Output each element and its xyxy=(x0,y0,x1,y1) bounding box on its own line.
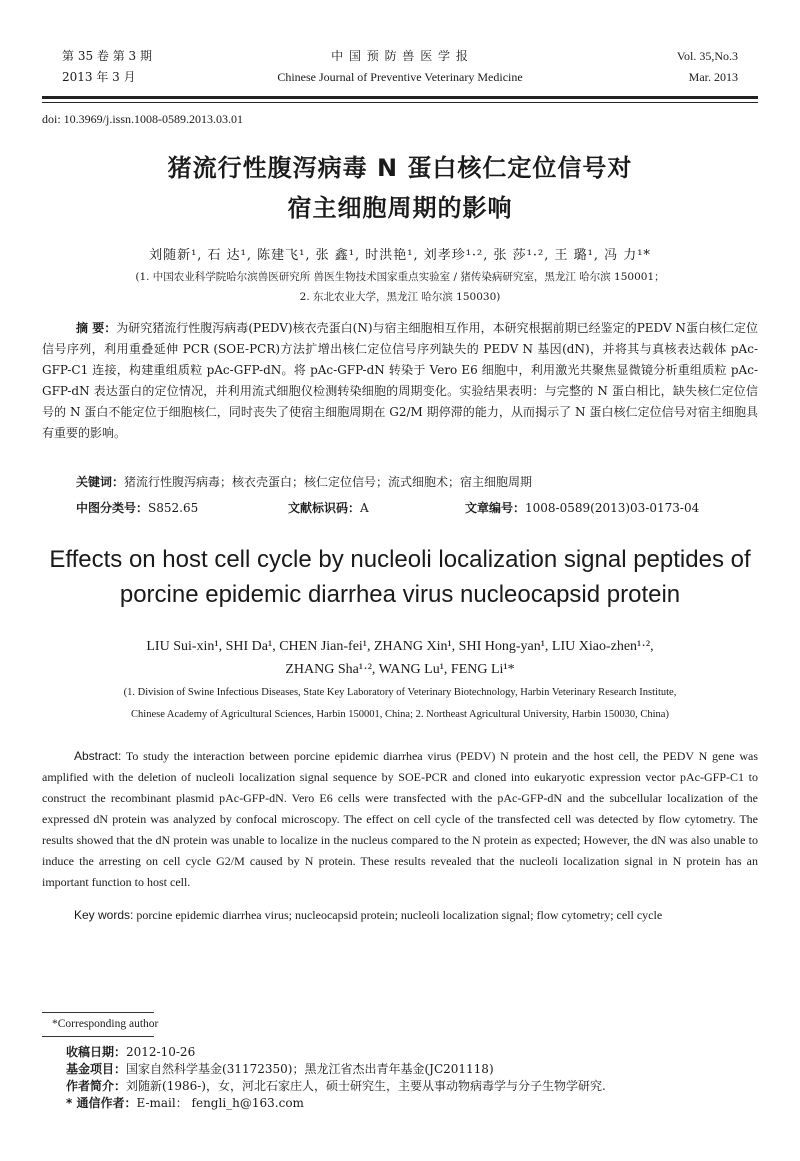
abstract-cn-label: 摘 要： xyxy=(76,321,117,335)
abstract-cn-text: 为研究猪流行性腹泻病毒(PEDV)核衣壳蛋白(N)与宿主细胞相互作用，本研究根据前期已经鉴定的PEDV N蛋白核仁定位信号序列，利用重叠延伸 PCR (SOE-PCR)方法扩增出核仁定位信号序列缺失的 PEDV N 基因(dN)，并将其与真核表达载体 pAc-GFP-C1 连接，构建重组质粒 pAc-GFP-dN。将 pAc-GFP-dN 转染于 Vero E6 细胞中，利用激光共聚焦显微镜分析重组质粒 pAc-GFP-dN 表达蛋白的定位情况，并利用流式细胞仪检测转染细胞的周期变化。实验结果表明：与完整的 N 蛋白相比，缺失核仁定位信号的 N 蛋白不能定位于细胞核仁，同时丧失了使宿主细胞周期在 G2/M 期停滞的能力，从而揭示了 N 蛋白核仁定位信号对宿主细胞具有重要的影响。 xyxy=(42,321,758,440)
abstract-en-text: To study the interaction between porcine epidemic diarrhea virus (PEDV) N protein and the host cell, the PEDV N gene was amplified with the deletion of nucleoli localization signal sequence by SOE-PCR and cloned into eukaryotic expression vector pAc-GFP-C1 to construct the recombinant plasmid pAc-GFP-dN. Vero E6 cells were transfected with the pAc-GFP-dN and the subcellular localization of the expressed dN protein was analyzed by confocal microscopy. The effect on cell cycle of the transfected cell was detected by flow cytometry. The results showed that the dN protein was unable to localize in the nucleus compared to the N protein as expected; However, the dN was also unable to induce the arresting on cell cycle G2/M caused by N protein. These results revealed that the nucleoli localization signal in N protein has an important function to host cell. xyxy=(42,749,758,889)
authors-en-line1: LIU Sui-xin¹, SHI Da¹, CHEN Jian-fei¹, ZHANG Xin¹, SHI Hong-yan¹, LIU Xiao-zhen¹·², xyxy=(146,639,654,654)
contact-value: E-mail： fengli_h@163.com xyxy=(136,1096,304,1110)
article-number-label: 文章编号： xyxy=(465,501,526,515)
article-number-value: 1008-0589(2013)03-0173-04 xyxy=(525,501,700,515)
clc xyxy=(76,499,198,516)
affiliation-en-1: (1. Division of Swine Infectious Diseases, State Key Laboratory of Veterinary Biotechnology, Harbin Veterinary Research Institute, xyxy=(123,687,677,698)
title-cn-line2: 宿主细胞周期的影响 xyxy=(287,194,513,222)
authors-en-line2: ZHANG Sha¹·², WANG Lu¹, FENG Li¹* xyxy=(285,662,515,677)
journal-title-en: Chinese Journal of Preventive Veterinary Medicine xyxy=(277,70,523,84)
fund xyxy=(66,1061,494,1078)
doi: doi: 10.3969/j.issn.1008-0589.2013.03.01 xyxy=(42,112,244,126)
authors-cn: 刘随新¹, 石 达¹, 陈建飞¹, 张 鑫¹, 时洪艳¹, 刘孝珍¹·², 张 莎¹·², 王 璐¹, 冯 力¹* xyxy=(149,248,651,263)
received-value: 2012-10-26 xyxy=(126,1045,196,1059)
header-rule-thin xyxy=(42,102,758,103)
doc-code-value: A xyxy=(360,501,369,515)
header-rule-thick xyxy=(42,96,758,99)
clc-value: S852.65 xyxy=(148,501,199,515)
corresponding-note: *Corresponding author xyxy=(52,1018,159,1030)
abstract-en-label: Abstract: xyxy=(74,749,122,763)
received-label: 收稿日期： xyxy=(66,1045,127,1059)
title-en-line1: Effects on host cell cycle by nucleoli localization signal peptides of xyxy=(49,546,751,573)
title-cn-line1: 猪流行性腹泻病毒 N 蛋白核仁定位信号对 xyxy=(167,154,633,182)
date-cn: 2013 年 3 月 xyxy=(62,70,136,84)
affiliation-cn-2: 2. 东北农业大学，黑龙江 哈尔滨 150030) xyxy=(299,291,501,303)
volume-cn: 第 35 卷 第 3 期 xyxy=(62,49,152,63)
fund-value: 国家自然科学基金(31172350)；黑龙江省杰出青年基金(JC201118) xyxy=(126,1062,494,1076)
keywords-cn-label: 关键词： xyxy=(76,475,125,489)
footnote-rule xyxy=(42,1012,154,1013)
keywords-cn xyxy=(42,472,758,493)
abstract-en xyxy=(42,746,758,893)
date-en: Mar. 2013 xyxy=(688,70,738,84)
keywords-en xyxy=(42,905,758,926)
keywords-cn-text: 猪流行性腹泻病毒；核衣壳蛋白；核仁定位信号；流式细胞术；宿主细胞周期 xyxy=(124,475,533,489)
bio-label: 作者简介： xyxy=(66,1079,127,1093)
article-number xyxy=(465,499,699,516)
author-bio xyxy=(66,1078,606,1095)
received-date xyxy=(66,1044,195,1061)
bio-value: 刘随新(1986-)，女，河北石家庄人，硕士研究生，主要从事动物病毒学与分子生物学研究. xyxy=(126,1079,606,1093)
keywords-en-label: Key words: xyxy=(74,908,134,922)
contact-label: * 通信作者： xyxy=(66,1096,137,1110)
abstract-cn xyxy=(42,318,758,444)
keywords-en-text: porcine epidemic diarrhea virus; nucleocapsid protein; nucleoli localization signal; flow cytometry; cell cycle xyxy=(133,908,663,922)
affiliation-en-2: Chinese Academy of Agricultural Sciences, Harbin 150001, China; 2. Northeast Agricultural University, Harbin 150030, China) xyxy=(131,709,669,720)
fund-label: 基金项目： xyxy=(66,1062,127,1076)
clc-label: 中图分类号： xyxy=(76,501,149,515)
doc-code xyxy=(288,499,369,516)
affiliation-cn-1: (1. 中国农业科学院哈尔滨兽医研究所 兽医生物技术国家重点实验室 / 猪传染病研究室，黑龙江 哈尔滨 150001； xyxy=(135,271,665,283)
footnote-rule-2 xyxy=(42,1036,154,1037)
title-en-line2: porcine epidemic diarrhea virus nucleocapsid protein xyxy=(119,581,681,608)
contact xyxy=(66,1095,304,1112)
doc-code-label: 文献标识码： xyxy=(288,501,361,515)
volume-en: Vol. 35,No.3 xyxy=(676,49,738,63)
journal-title-cn: 中 国 预 防 兽 医 学 报 xyxy=(331,49,469,63)
